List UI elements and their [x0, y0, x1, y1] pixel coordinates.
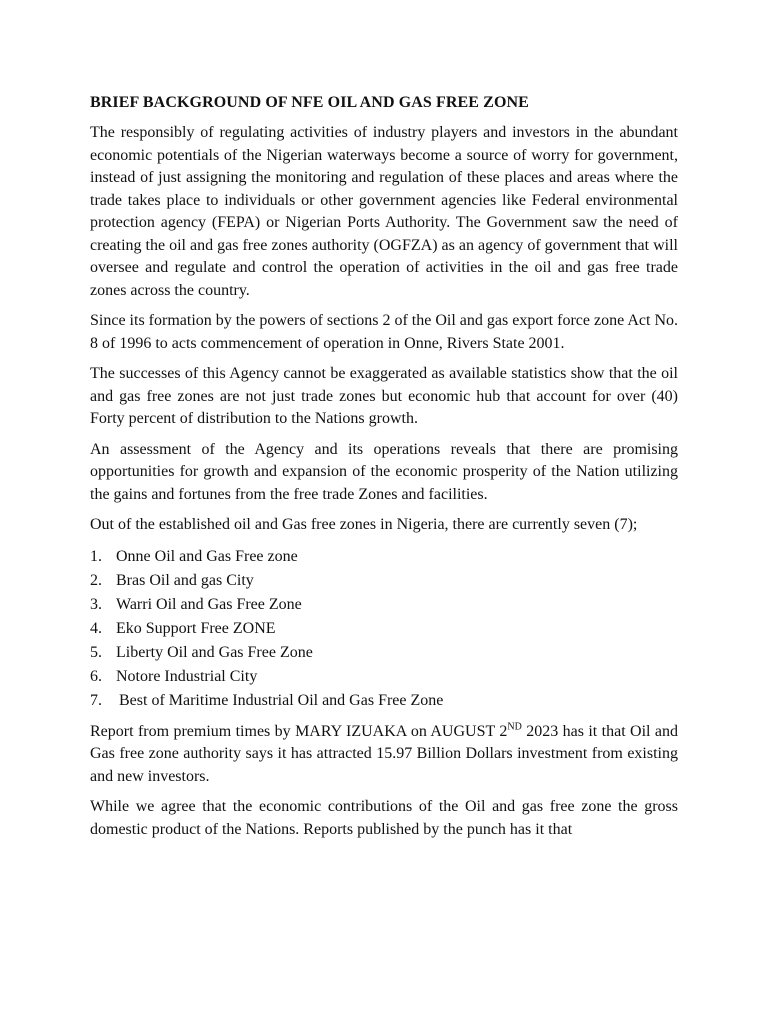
paragraph-formation: Since its formation by the powers of sections 2 of the Oil and gas export force zone Act No. 8 of 1996 to acts commencement of operation in Onne, Rivers State 2001. — [90, 312, 678, 352]
list-item-number: 4. — [90, 619, 102, 637]
document-heading: BRIEF BACKGROUND OF NFE OIL AND GAS FREE ZONE — [90, 94, 529, 111]
list-item — [90, 569, 678, 593]
list-item-text: Warri Oil and Gas Free Zone — [116, 595, 302, 613]
free-zones-list — [90, 545, 678, 713]
list-item — [90, 665, 678, 689]
list-item — [90, 545, 678, 569]
list-item-text: Eko Support Free ZONE — [116, 619, 276, 637]
list-item-text: Liberty Oil and Gas Free Zone — [116, 643, 313, 661]
paragraph-successes: The successes of this Agency cannot be exaggerated as available statistics show that the oil and gas free zones are not just trade zones but economic hub that account for over (40) Forty percent of distribution to the Nations growth. — [90, 365, 678, 427]
paragraph-closing: While we agree that the economic contributions of the Oil and gas free zone the gross domestic product of the Nations. Reports published by the punch has it that — [90, 798, 678, 838]
report-text-end: 2023 has it that Oil and Gas free zone authority says it has attracted 15.97 Billion Dollars investment from existing and new investors. — [90, 722, 678, 785]
list-item — [90, 617, 678, 641]
list-item — [90, 593, 678, 617]
paragraph-report — [90, 721, 678, 789]
paragraph-assessment: An assessment of the Agency and its operations reveals that there are promising opportunities for growth and expansion of the economic prosperity of the Nation utilizing the gains and fortunes from the free trade Zones and facilities. — [90, 440, 678, 503]
list-item-text: Best of Maritime Industrial Oil and Gas Free Zone — [119, 691, 444, 709]
list-item — [90, 641, 678, 665]
list-item-number: 6. — [90, 667, 102, 685]
list-item-text: Onne Oil and Gas Free zone — [116, 547, 298, 565]
list-item — [90, 689, 678, 713]
list-item-number: 2. — [90, 571, 102, 589]
paragraph-responsibility: The responsibly of regulating activities of industry players and investors in the abundant economic potentials of the Nigerian waterways become a source of worry for government, instead of just assigning the monitoring and regulation of these places and areas where the trade takes place to individuals or other government agencies like Federal environmental protection agency (FEPA) or Nigerian Ports Authority. The Government saw the need of creating the oil and gas free zones authority (OGFZA) as an agency of government that will oversee and regulate and control the operation of activities in the oil and gas free trade zones across the country. — [90, 124, 678, 299]
date-ordinal-suffix: ND — [507, 721, 522, 733]
list-item-number: 5. — [90, 643, 102, 661]
list-item-number: 1. — [90, 547, 102, 565]
list-item-number: 7. — [90, 691, 102, 709]
document-page — [90, 92, 678, 849]
report-text-start: Report from premium times by MARY IZUAKA on AUGUST 2 — [90, 722, 508, 740]
list-item-text: Bras Oil and gas City — [116, 571, 254, 589]
paragraph-free-zones-intro: Out of the established oil and Gas free zones in Nigeria, there are currently seven (7); — [90, 516, 638, 533]
list-item-number: 3. — [90, 595, 102, 613]
list-item-text: Notore Industrial City — [116, 667, 258, 685]
